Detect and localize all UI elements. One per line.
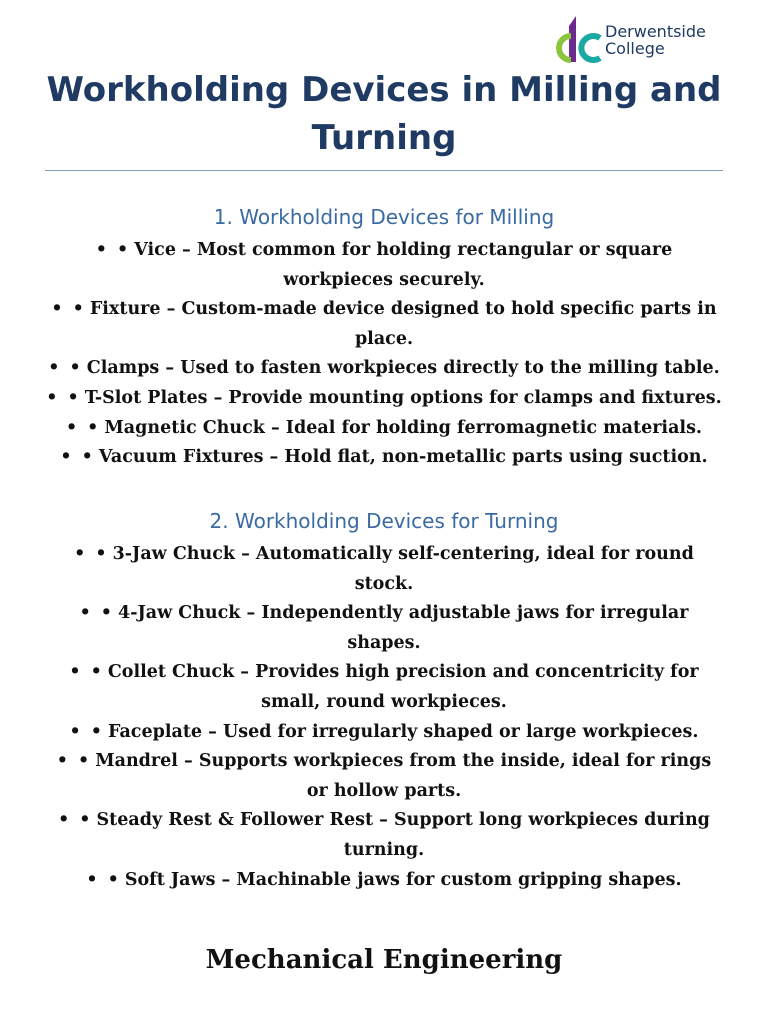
footer-department: Mechanical Engineering — [205, 945, 563, 975]
list-item-text: • Mandrel – Supports workpieces from the inside, ideal for rings or hollow parts. — [77, 751, 712, 801]
bullet-icon: • — [74, 544, 86, 564]
logo-text — [605, 23, 706, 57]
list-item — [44, 236, 724, 295]
derwentside-college-logo-icon — [556, 14, 602, 66]
list-item-text: • T-Slot Plates – Provide mounting options for clamps and fixtures. — [67, 387, 722, 408]
bullet-icon: • — [56, 751, 68, 772]
milling-device-list — [44, 236, 724, 473]
list-item — [44, 384, 724, 414]
list-item — [44, 540, 724, 599]
section-heading-turning: 2. Workholding Devices for Turning — [209, 509, 559, 533]
list-item-text: • Collet Chuck – Provides high precision and concentricity for small, round workpieces. — [90, 662, 699, 712]
list-item — [44, 354, 724, 384]
bullet-icon: • — [60, 447, 72, 468]
list-item-text: • Vacuum Fixtures – Hold flat, non-metallic parts using suction. — [81, 447, 708, 468]
list-item-text: • 4-Jaw Chuck – Independently adjustable jaws for irregular shapes. — [100, 603, 689, 653]
list-item — [44, 866, 724, 896]
list-item-text: • Clamps – Used to fasten workpieces directly to the milling table. — [69, 358, 720, 379]
bullet-icon: • — [58, 810, 70, 831]
list-item-text: • Fixture – Custom-made device designed to hold specific parts in place. — [72, 299, 717, 349]
title-divider — [45, 170, 723, 171]
bullet-icon: • — [48, 358, 60, 379]
list-item — [44, 599, 724, 658]
logo-line-1: Derwentside — [605, 22, 706, 41]
list-item-text: • Soft Jaws – Machinable jaws for custom gripping shapes. — [107, 869, 682, 890]
list-item-text: • Vice – Most common for holding rectangular or square workpieces securely. — [116, 240, 673, 290]
section-heading-milling: 1. Workholding Devices for Milling — [213, 205, 555, 229]
list-item-text: • Steady Rest & Follower Rest – Support long workpieces during turning. — [79, 810, 710, 860]
list-item — [44, 443, 724, 473]
bullet-icon: • — [69, 662, 81, 683]
logo-line-2: College — [605, 39, 665, 58]
bullet-icon: • — [79, 603, 91, 624]
bullet-icon: • — [51, 299, 63, 320]
bullet-icon: • — [86, 869, 98, 890]
list-item — [44, 747, 724, 806]
page-title: Workholding Devices in Milling and Turning — [46, 70, 722, 158]
bullet-icon: • — [46, 387, 58, 408]
bullet-icon: • — [65, 417, 78, 438]
list-item-text: • Magnetic Chuck – Ideal for holding ferromagnetic materials. — [87, 417, 703, 438]
list-item-text: • Faceplate – Used for irregularly shaped or large workpieces. — [90, 721, 699, 742]
list-item — [44, 806, 724, 865]
bullet-icon: • — [69, 721, 81, 742]
list-item — [44, 718, 724, 748]
turning-device-list — [44, 540, 724, 895]
list-item — [44, 658, 724, 717]
list-item-text: • 3-Jaw Chuck – Automatically self-centering, ideal for round stock. — [95, 544, 694, 594]
bullet-icon: • — [95, 240, 107, 260]
college-logo — [556, 12, 726, 68]
list-item — [44, 295, 724, 354]
list-item — [44, 414, 724, 444]
